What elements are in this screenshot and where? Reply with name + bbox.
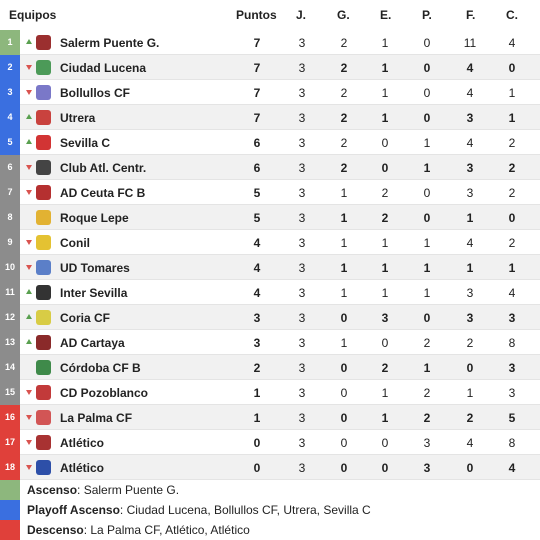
table-row[interactable] [0,105,540,130]
table-row[interactable] [0,205,540,230]
drawn-cell: 0 [381,136,389,150]
goals-against-cell: 2 [508,161,516,175]
points-cell: 6 [253,136,261,150]
drawn-cell: 1 [381,61,389,75]
trend-up-icon [26,114,32,119]
team-crest-icon [36,235,51,250]
goals-against-cell: 3 [508,361,516,375]
won-cell: 0 [340,361,348,375]
drawn-cell: 1 [381,386,389,400]
table-row[interactable] [0,355,540,380]
legend-label: Ascenso [27,483,78,497]
points-cell: 7 [253,36,261,50]
team-name[interactable]: Utrera [60,111,96,125]
goals-for-cell: 3 [466,161,474,175]
drawn-cell: 2 [381,361,389,375]
won-cell: 0 [340,436,348,450]
table-row[interactable] [0,455,540,480]
lost-cell: 1 [423,161,431,175]
won-cell: 2 [340,86,348,100]
position-badge: 15 [0,380,20,405]
goals-against-cell: 1 [508,111,516,125]
goals-for-cell: 1 [466,386,474,400]
position-badge: 7 [0,180,20,205]
played-cell: 3 [298,111,306,125]
drawn-cell: 1 [381,286,389,300]
goals-against-cell: 8 [508,336,516,350]
played-cell: 3 [298,286,306,300]
team-crest-icon [36,385,51,400]
won-cell: 1 [340,186,348,200]
won-cell: 1 [340,261,348,275]
goals-against-cell: 2 [508,136,516,150]
drawn-cell: 2 [381,211,389,225]
lost-cell: 3 [423,436,431,450]
drawn-cell: 1 [381,36,389,50]
played-cell: 3 [298,236,306,250]
played-cell: 3 [298,161,306,175]
team-name[interactable]: UD Tomares [60,261,130,275]
goals-against-cell: 8 [508,436,516,450]
team-crest-icon [36,60,51,75]
points-cell: 3 [253,336,261,350]
played-cell: 3 [298,411,306,425]
team-name[interactable]: Atlético [60,461,105,475]
table-header [0,0,540,30]
points-cell: 0 [253,461,261,475]
lost-cell: 0 [423,86,431,100]
goals-for-cell: 4 [466,61,474,75]
lost-cell: 3 [423,461,431,475]
team-crest-icon [36,135,51,150]
played-cell: 3 [298,61,306,75]
position-badge: 3 [0,80,20,105]
team-crest-icon [36,460,51,475]
header-won: G. [337,8,350,22]
position-badge: 8 [0,205,20,230]
drawn-cell: 0 [381,336,389,350]
won-cell: 1 [340,286,348,300]
table-row[interactable] [0,430,540,455]
goals-for-cell: 3 [466,111,474,125]
team-crest-icon [36,210,51,225]
trend-up-icon [26,39,32,44]
lost-cell: 1 [423,286,431,300]
legend-teams: : La Palma CF, Atlético, Atlético [83,523,250,537]
standings-table [0,30,540,480]
team-name[interactable]: Roque Lepe [60,211,129,225]
goals-for-cell: 4 [466,136,474,150]
position-badge: 4 [0,105,20,130]
goals-against-cell: 1 [508,261,516,275]
goals-against-cell: 4 [508,286,516,300]
position-badge: 9 [0,230,20,255]
header-played: J. [296,8,307,22]
position-badge: 14 [0,355,20,380]
lost-cell: 0 [423,36,431,50]
goals-for-cell: 2 [466,336,474,350]
won-cell: 2 [340,61,348,75]
lost-cell: 1 [423,361,431,375]
lost-cell: 0 [423,186,431,200]
drawn-cell: 1 [381,111,389,125]
trend-down-icon [26,465,32,470]
team-crest-icon [36,285,51,300]
trend-up-icon [26,339,32,344]
won-cell: 0 [340,411,348,425]
goals-against-cell: 4 [508,461,516,475]
team-crest-icon [36,160,51,175]
points-cell: 0 [253,436,261,450]
position-badge: 12 [0,305,20,330]
goals-for-cell: 3 [466,286,474,300]
goals-for-cell: 0 [466,361,474,375]
team-name[interactable]: CD Pozoblanco [60,386,149,400]
header-drawn: E. [380,8,392,22]
legend-teams: : Ciudad Lucena, Bollullos CF, Utrera, Sevilla C [119,503,371,517]
table-row[interactable] [0,330,540,355]
goals-against-cell: 0 [508,211,516,225]
won-cell: 0 [340,386,348,400]
goals-for-cell: 4 [466,436,474,450]
goals-against-cell: 3 [508,386,516,400]
legend-text [27,503,371,517]
team-crest-icon [36,310,51,325]
goals-for-cell: 2 [466,411,474,425]
lost-cell: 0 [423,211,431,225]
goals-for-cell: 11 [463,36,477,50]
trend-up-icon [26,314,32,319]
drawn-cell: 1 [381,411,389,425]
trend-down-icon [26,240,32,245]
lost-cell: 1 [423,261,431,275]
table-row[interactable] [0,280,540,305]
played-cell: 3 [298,261,306,275]
played-cell: 3 [298,186,306,200]
legend-label: Playoff Ascenso [27,503,120,517]
goals-against-cell: 5 [508,411,516,425]
points-cell: 4 [253,286,261,300]
legend-item-playoff [0,500,540,520]
position-badge: 13 [0,330,20,355]
won-cell: 2 [340,111,348,125]
team-crest-icon [36,335,51,350]
team-crest-icon [36,35,51,50]
goals-against-cell: 3 [508,311,516,325]
played-cell: 3 [298,436,306,450]
team-crest-icon [36,110,51,125]
table-row[interactable] [0,305,540,330]
position-badge: 11 [0,280,20,305]
points-cell: 2 [253,361,261,375]
legend-teams: : Salerm Puente G. [77,483,180,497]
table-row[interactable] [0,180,540,205]
table-row[interactable] [0,80,540,105]
table-row[interactable] [0,380,540,405]
team-name[interactable]: Ciudad Lucena [60,61,147,75]
points-cell: 6 [253,161,261,175]
header-points: Puntos [236,8,277,22]
team-name[interactable]: Córdoba CF B [60,361,141,375]
position-badge: 2 [0,55,20,80]
points-cell: 7 [253,111,261,125]
goals-against-cell: 2 [508,186,516,200]
lost-cell: 0 [423,61,431,75]
won-cell: 2 [340,36,348,50]
lost-cell: 0 [423,111,431,125]
table-row[interactable] [0,130,540,155]
position-badge: 17 [0,430,20,455]
legend-text [27,483,179,497]
won-cell: 0 [340,461,348,475]
played-cell: 3 [298,336,306,350]
goals-for-cell: 4 [466,236,474,250]
goals-against-cell: 2 [508,236,516,250]
points-cell: 7 [253,86,261,100]
trend-up-icon [26,289,32,294]
table-row[interactable] [0,55,540,80]
team-crest-icon [36,435,51,450]
position-badge: 6 [0,155,20,180]
header-lost: P. [422,8,432,22]
goals-for-cell: 0 [466,461,474,475]
trend-down-icon [26,65,32,70]
drawn-cell: 1 [381,261,389,275]
legend-color-swatch [0,520,20,540]
table-row[interactable] [0,405,540,430]
played-cell: 3 [298,311,306,325]
team-name[interactable]: Atlético [60,436,105,450]
table-row[interactable] [0,155,540,180]
goals-for-cell: 3 [466,311,474,325]
drawn-cell: 1 [381,236,389,250]
lost-cell: 2 [423,411,431,425]
won-cell: 1 [340,336,348,350]
won-cell: 1 [340,236,348,250]
position-badge: 5 [0,130,20,155]
position-badge: 18 [0,455,20,480]
lost-cell: 1 [423,136,431,150]
header-teams: Equipos [9,8,57,22]
points-cell: 4 [253,236,261,250]
trend-up-icon [26,139,32,144]
drawn-cell: 3 [381,311,389,325]
team-crest-icon [36,85,51,100]
goals-for-cell: 3 [466,186,474,200]
table-row[interactable] [0,230,540,255]
team-name[interactable]: Salerm Puente G. [60,36,160,50]
played-cell: 3 [298,361,306,375]
table-row[interactable] [0,30,540,55]
team-name[interactable]: Sevilla C [60,136,111,150]
trend-down-icon [26,265,32,270]
table-row[interactable] [0,255,540,280]
lost-cell: 1 [423,236,431,250]
team-name[interactable]: AD Cartaya [60,336,125,350]
goals-against-cell: 0 [508,61,516,75]
trend-down-icon [26,415,32,420]
trend-down-icon [26,440,32,445]
played-cell: 3 [298,36,306,50]
goals-for-cell: 4 [466,86,474,100]
header-goals-for: F. [466,8,476,22]
trend-down-icon [26,165,32,170]
legend-color-swatch [0,500,20,520]
position-badge: 1 [0,30,20,55]
played-cell: 3 [298,211,306,225]
legend-label: Descenso [27,523,84,537]
team-name[interactable]: Bollullos CF [60,86,130,100]
trend-down-icon [26,390,32,395]
position-badge: 16 [0,405,20,430]
points-cell: 1 [253,411,261,425]
legend-item-descenso [0,520,540,540]
team-crest-icon [36,360,51,375]
lost-cell: 2 [423,336,431,350]
team-name[interactable]: La Palma CF [60,411,133,425]
team-crest-icon [36,260,51,275]
team-name[interactable]: AD Ceuta FC B [60,186,146,200]
drawn-cell: 0 [381,436,389,450]
played-cell: 3 [298,86,306,100]
drawn-cell: 0 [381,161,389,175]
points-cell: 5 [253,211,261,225]
trend-down-icon [26,190,32,195]
points-cell: 7 [253,61,261,75]
team-crest-icon [36,185,51,200]
header-goals-against: C. [506,8,518,22]
team-name[interactable]: Club Atl. Centr. [60,161,147,175]
legend-item-ascenso [0,480,540,500]
won-cell: 2 [340,161,348,175]
trend-down-icon [26,90,32,95]
goals-for-cell: 1 [466,261,474,275]
points-cell: 3 [253,311,261,325]
drawn-cell: 0 [381,461,389,475]
legend-color-swatch [0,480,20,500]
team-name[interactable]: Coria CF [60,311,111,325]
drawn-cell: 1 [381,86,389,100]
lost-cell: 2 [423,386,431,400]
won-cell: 0 [340,311,348,325]
played-cell: 3 [298,386,306,400]
team-crest-icon [36,410,51,425]
goals-against-cell: 1 [508,86,516,100]
won-cell: 2 [340,136,348,150]
played-cell: 3 [298,136,306,150]
position-badge: 10 [0,255,20,280]
points-cell: 4 [253,261,261,275]
drawn-cell: 2 [381,186,389,200]
played-cell: 3 [298,461,306,475]
team-name[interactable]: Conil [60,236,90,250]
goals-for-cell: 1 [466,211,474,225]
lost-cell: 0 [423,311,431,325]
team-name[interactable]: Inter Sevilla [60,286,128,300]
points-cell: 1 [253,386,261,400]
points-cell: 5 [253,186,261,200]
won-cell: 1 [340,211,348,225]
legend [0,480,540,540]
legend-text [27,523,250,537]
goals-against-cell: 4 [508,36,516,50]
